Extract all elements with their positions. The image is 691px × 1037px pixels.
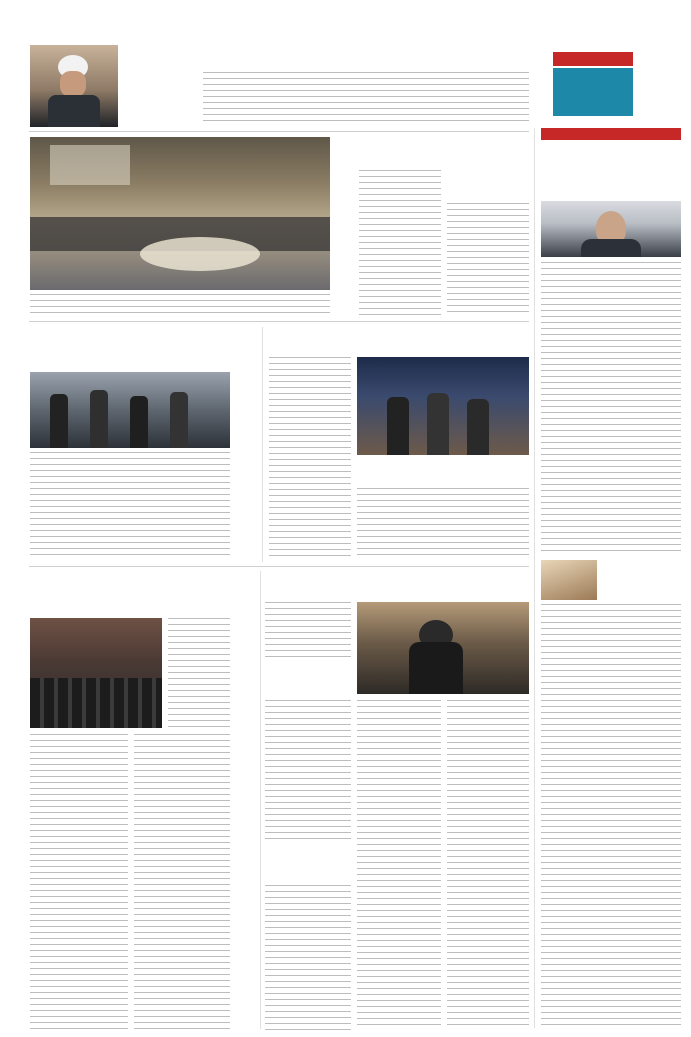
top-story-photo	[30, 45, 118, 127]
main-story-body-1	[447, 203, 529, 315]
martyrs-body-3	[265, 602, 351, 660]
main-story-caption	[30, 294, 330, 316]
university-photo	[357, 357, 529, 455]
sidebar-label	[541, 128, 681, 140]
projects-body-3	[134, 734, 230, 1030]
main-story-body-2	[359, 170, 441, 315]
municipality-photo	[30, 372, 230, 448]
section-label	[553, 52, 633, 66]
martyrs-body-4	[265, 700, 351, 840]
main-story-photo	[30, 137, 330, 290]
martyrs-photo	[357, 602, 529, 694]
martyrs-body-5	[265, 885, 351, 1030]
projects-photo	[30, 618, 162, 728]
brand-logo	[553, 68, 633, 116]
university-body-2	[269, 357, 351, 560]
sidebar-second-body	[541, 604, 681, 1029]
municipality-body	[30, 452, 230, 560]
projects-body-2	[30, 734, 128, 1030]
sidebar-body	[541, 262, 681, 554]
sidebar-photo	[541, 201, 681, 257]
martyrs-body-2	[357, 700, 441, 1030]
martyrs-body-1	[447, 700, 529, 1030]
projects-body-1	[168, 618, 230, 728]
sidebar-second-photo	[541, 560, 597, 600]
top-story-body	[203, 72, 529, 126]
university-body-1	[357, 488, 529, 560]
